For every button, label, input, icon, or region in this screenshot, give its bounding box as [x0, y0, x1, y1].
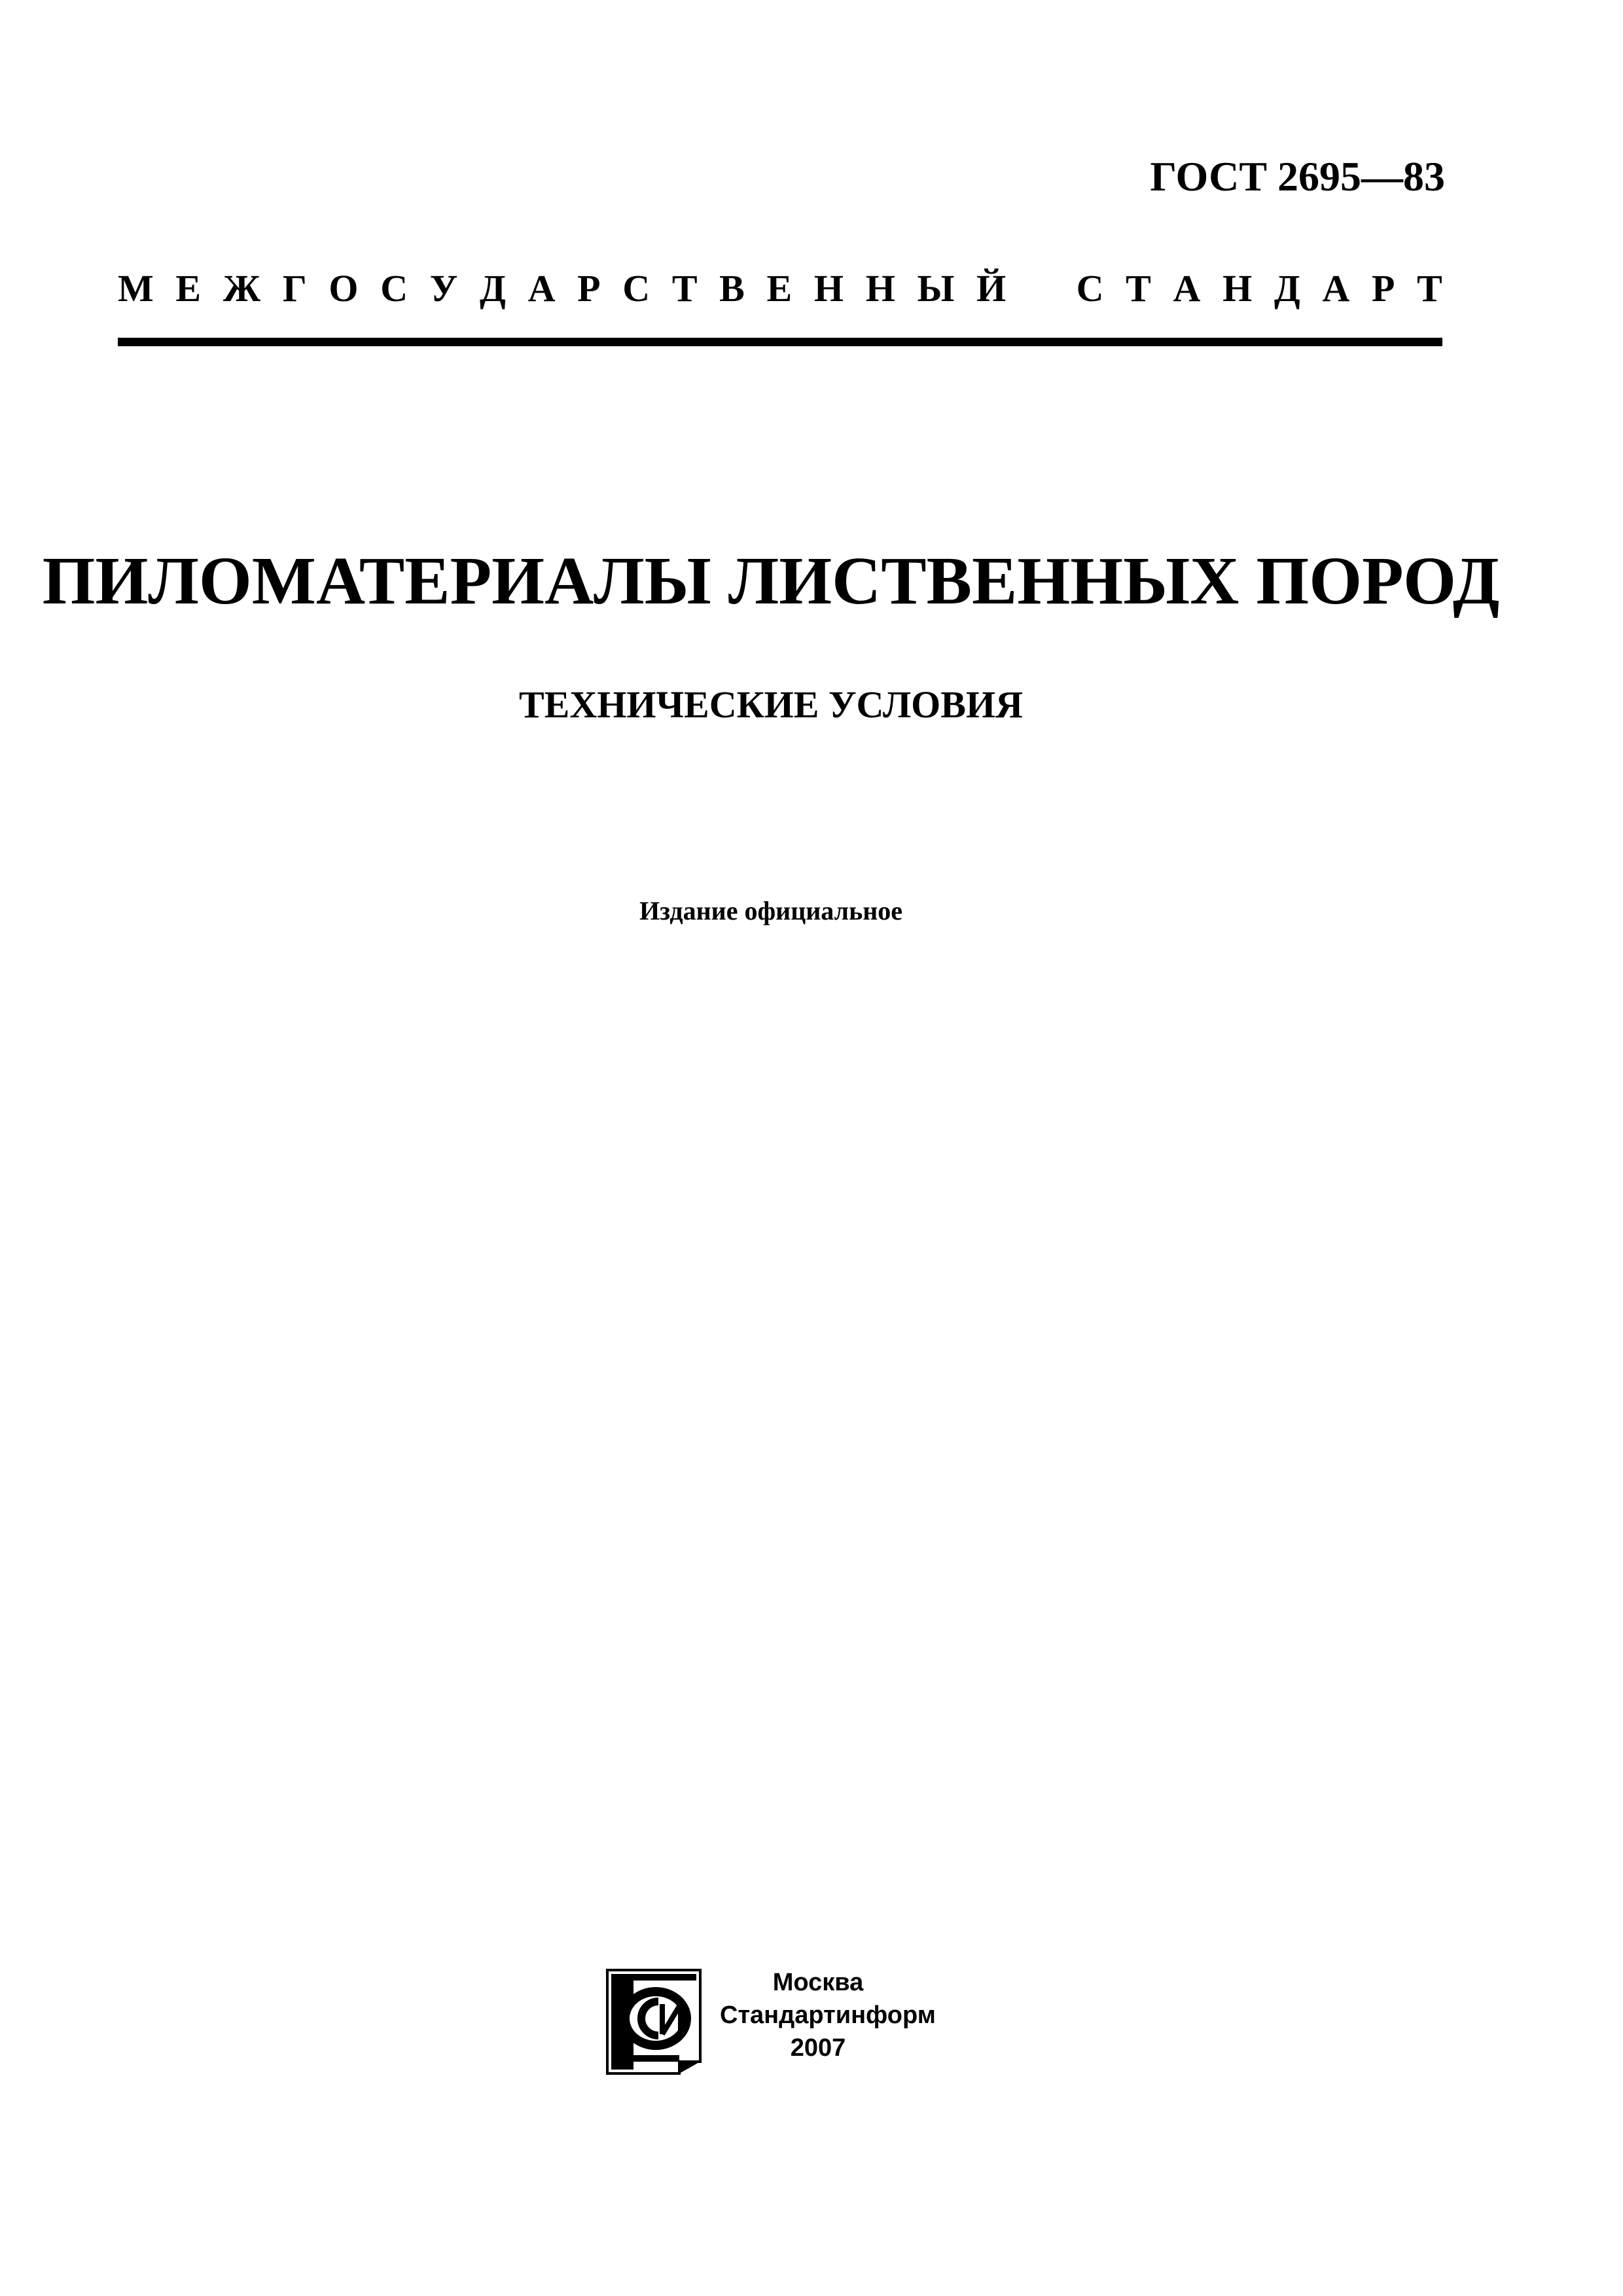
standard-type-letter: Т [671, 267, 698, 310]
publisher-block [720, 1966, 936, 2064]
standard-type-letter: Д [480, 267, 506, 310]
standard-type-letter: Р [1372, 267, 1395, 310]
document-title: ПИЛОМАТЕРИАЛЫ ЛИСТВЕННЫХ ПОРОД [42, 543, 1500, 619]
standard-type-letter: Ж [223, 267, 261, 310]
standard-type-letter: А [1173, 267, 1201, 310]
standard-type-letter: Т [1126, 267, 1151, 310]
standard-type-gap [1028, 270, 1054, 308]
standard-type-letter: М [118, 267, 154, 310]
standard-type-heading [118, 267, 1442, 310]
standard-type-letter: Е [766, 267, 793, 310]
standard-type-letter: Ы [917, 267, 955, 310]
standard-type-letter: Е [175, 267, 202, 310]
publisher-name: Стандартинформ [720, 2001, 936, 2029]
edition-note: Издание официальное [639, 896, 903, 925]
standard-type-letter: В [719, 267, 745, 310]
standard-type-letter: О [329, 267, 359, 310]
standard-type-letter: А [1322, 267, 1350, 310]
standard-type-letter: А [527, 267, 556, 310]
standard-type-letter: Р [577, 267, 601, 310]
standard-type-letter: Н [865, 267, 895, 310]
standard-type-letter: С [380, 267, 408, 310]
standard-type-letter: Г [282, 267, 307, 310]
standard-type-letter: У [429, 267, 458, 310]
standard-type-letter: С [622, 267, 651, 310]
standard-type-letter: Й [976, 267, 1007, 310]
publisher-city: Москва [772, 1969, 864, 1996]
standard-type-letter: Т [1417, 267, 1442, 310]
gost-code: ГОСТ 2695—83 [1150, 153, 1445, 200]
standard-type-letter: Н [813, 267, 844, 310]
header-rule [118, 338, 1442, 346]
document-subtitle: ТЕХНИЧЕСКИЕ УСЛОВИЯ [518, 683, 1023, 726]
standard-type-letter: Д [1274, 267, 1300, 310]
standard-type-letter: С [1076, 267, 1104, 310]
standard-type-letter: Н [1222, 267, 1253, 310]
standartinform-logo-icon [602, 1964, 705, 2080]
publication-year: 2007 [790, 2034, 846, 2062]
